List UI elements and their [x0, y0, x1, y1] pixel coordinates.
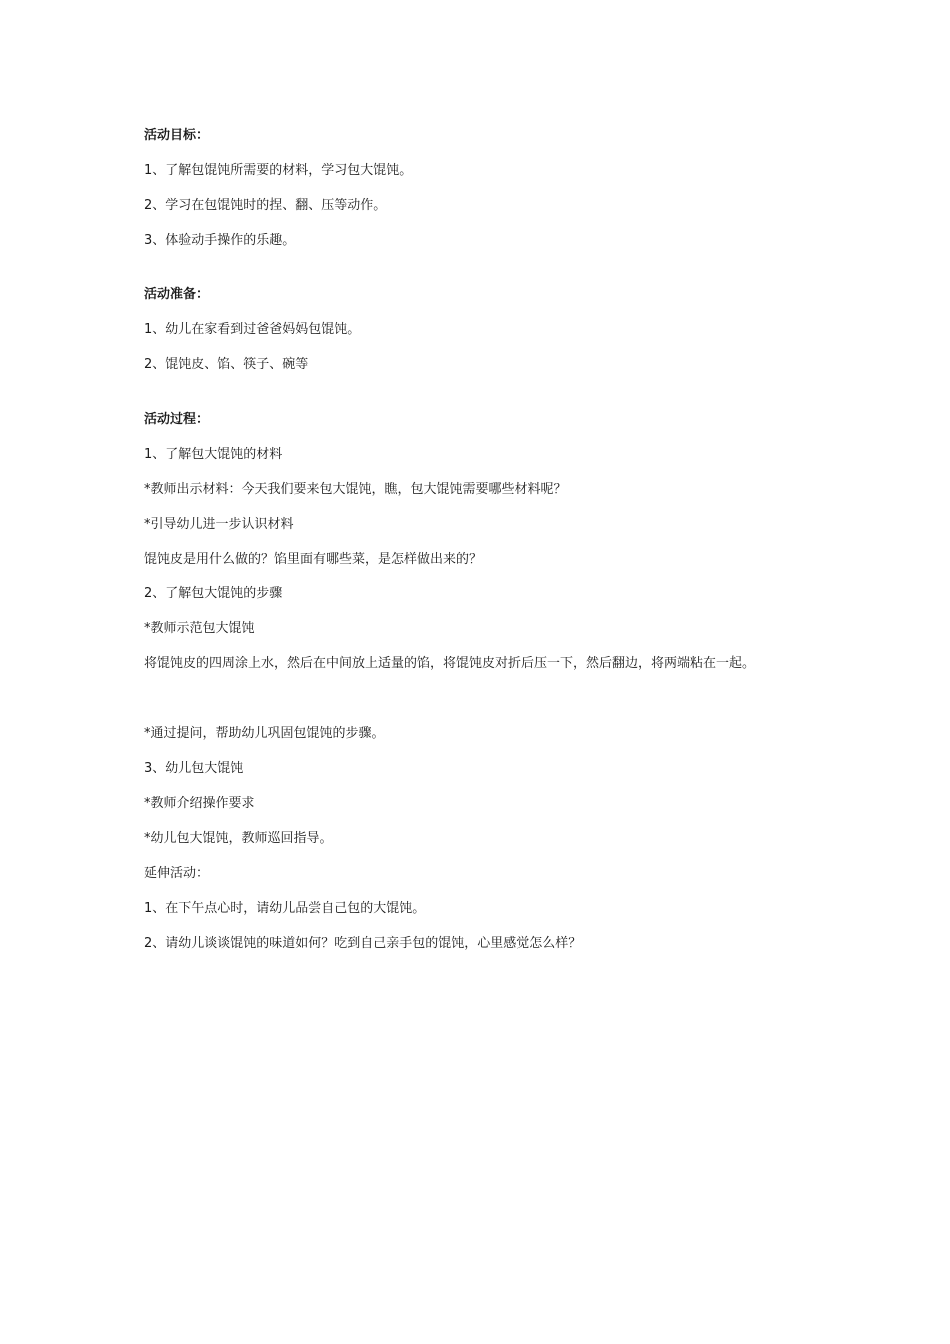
process-line-2: *教师出示材料：今天我们要来包大馄饨，瞧，包大馄饨需要哪些材料呢？ [144, 482, 567, 497]
extension-item-2: 2、请幼儿谈谈馄饨的味道如何？吃到自己亲手包的馄饨，心里感觉怎么样？ [144, 936, 582, 951]
goals-heading: 活动目标： [144, 128, 210, 143]
process-line-1: 1、了解包大馄饨的材料 [144, 447, 283, 462]
process-line-10: *教师介绍操作要求 [144, 796, 255, 811]
process-heading: 活动过程： [144, 412, 210, 427]
process-line-7: 将馄饨皮的四周涂上水，然后在中间放上适量的馅，将馄饨皮对折后压一下，然后翻边，将两端粘在一起。 [144, 656, 756, 671]
preparation-heading: 活动准备： [144, 287, 210, 302]
preparation-item-1: 1、幼儿在家看到过爸爸妈妈包馄饨。 [144, 322, 361, 337]
process-line-6: *教师示范包大馄饨 [144, 621, 255, 636]
extension-heading: 延伸活动： [144, 866, 210, 881]
process-line-9: 3、幼儿包大馄饨 [144, 761, 244, 776]
process-line-3: *引导幼儿进一步认识材料 [144, 517, 294, 532]
preparation-item-2: 2、馄饨皮、馅、筷子、碗等 [144, 357, 309, 372]
process-line-11: *幼儿包大馄饨，教师巡回指导。 [144, 831, 333, 846]
process-line-4: 馄饨皮是用什么做的？馅里面有哪些菜，是怎样做出来的？ [144, 552, 483, 567]
extension-item-1: 1、在下午点心时，请幼儿品尝自己包的大馄饨。 [144, 901, 426, 916]
process-line-5: 2、了解包大馄饨的步骤 [144, 586, 283, 601]
goal-item-1: 1、了解包馄饨所需要的材料，学习包大馄饨。 [144, 163, 413, 178]
goal-item-2: 2、学习在包馄饨时的捏、翻、压等动作。 [144, 198, 387, 213]
goal-item-3: 3、体验动手操作的乐趣。 [144, 233, 296, 248]
process-line-8: *通过提问，帮助幼儿巩固包馄饨的步骤。 [144, 726, 385, 741]
